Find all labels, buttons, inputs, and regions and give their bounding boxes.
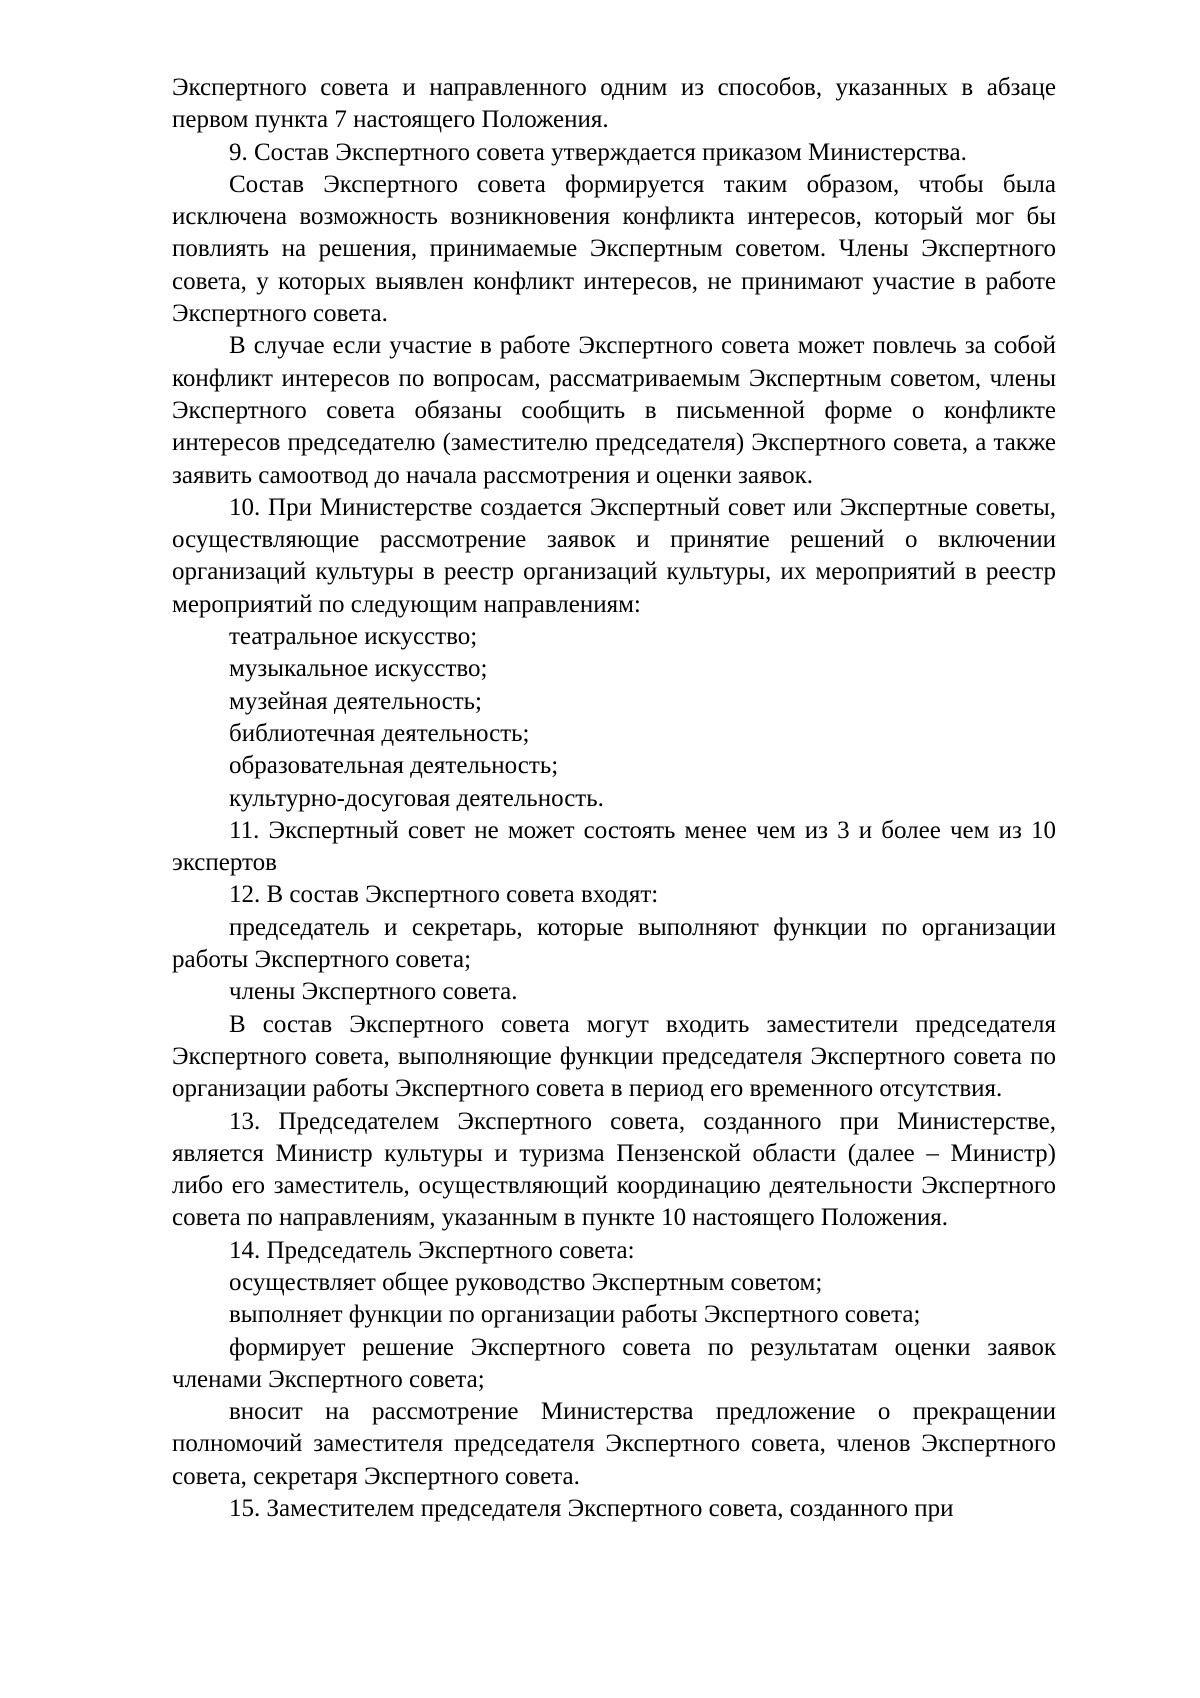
paragraph: 10. При Министерстве создается Экспертный совет или Экспертные советы, осуществляющие рассмотрение заявок и принятие решений о включении организаций культуры в реестр организаций культуры, их мероприятий в реестр мероприятий по следующим направлениям: [172, 493, 1056, 618]
paragraph: 15. Заместителем председателя Экспертного совета, созданного при [229, 1495, 954, 1523]
paragraph: члены Экспертного совета. [229, 978, 518, 1006]
paragraph: Экспертного совета и направленного одним из способов, указанных в абзаце первом пункта 7 настоящего Положения. [172, 74, 1056, 134]
paragraph: формирует решение Экспертного совета по результатам оценки заявок членами Экспертного совета; [172, 1333, 1056, 1393]
paragraph: 9. Состав Экспертного совета утверждается приказом Министерства. [229, 138, 967, 166]
list-item: музейная деятельность; [229, 687, 482, 715]
document-body [172, 72, 1056, 1525]
paragraph: В состав Экспертного совета могут входить заместители председателя Экспертного совета, выполняющие функции председателя Экспертного совета по организации работы Экспертного совета в период его временного отсутствия. [172, 1010, 1056, 1103]
paragraph: 13. Председателем Экспертного совета, созданного при Министерстве, является Министр культуры и туризма Пензенской области (далее – Министр) либо его заместитель, осуществляющий координацию деятельности Экспертного совета по направлениям, указанным в пункте 10 настоящего Положения. [172, 1107, 1056, 1232]
paragraph: осуществляет общее руководство Экспертным советом; [229, 1268, 823, 1296]
list-item: театральное искусство; [229, 623, 478, 651]
paragraph: Состав Экспертного совета формируется таким образом, чтобы была исключена возможность возникновения конфликта интересов, который мог бы повлиять на решения, принимаемые Экспертным советом. Члены Экспертного совета, у которых выявлен конфликт интересов, не принимают участие в работе Экспертного совета. [172, 170, 1056, 328]
paragraph: 12. В состав Экспертного совета входят: [229, 881, 659, 909]
list-item: библиотечная деятельность; [229, 719, 530, 747]
paragraph: В случае если участие в работе Экспертного совета может повлечь за собой конфликт интересов по вопросам, рассматриваемым Экспертным советом, члены Экспертного совета обязаны сообщить в письменной форме о конфликте интересов председателю (заместителю председателя) Экспертного совета, а также заявить самоотвод до начала рассмотрения и оценки заявок. [172, 332, 1056, 489]
list-item: музыкальное искусство; [229, 655, 488, 683]
list-item: образовательная деятельность; [229, 752, 559, 780]
paragraph: председатель и секретарь, которые выполняют функции по организации работы Экспертного совета; [172, 913, 1056, 974]
paragraph: 14. Председатель Экспертного совета: [229, 1236, 635, 1264]
list-item: культурно-досуговая деятельность. [229, 784, 604, 812]
paragraph: выполняет функции по организации работы Экспертного совета; [229, 1301, 921, 1329]
paragraph: вносит на рассмотрение Министерства предложение о прекращении полномочий заместителя председателя Экспертного совета, членов Экспертного совета, секретаря Экспертного совета. [172, 1398, 1056, 1490]
paragraph: 11. Экспертный совет не может состоять менее чем из 3 и более чем из 10 экспертов [172, 816, 1056, 877]
